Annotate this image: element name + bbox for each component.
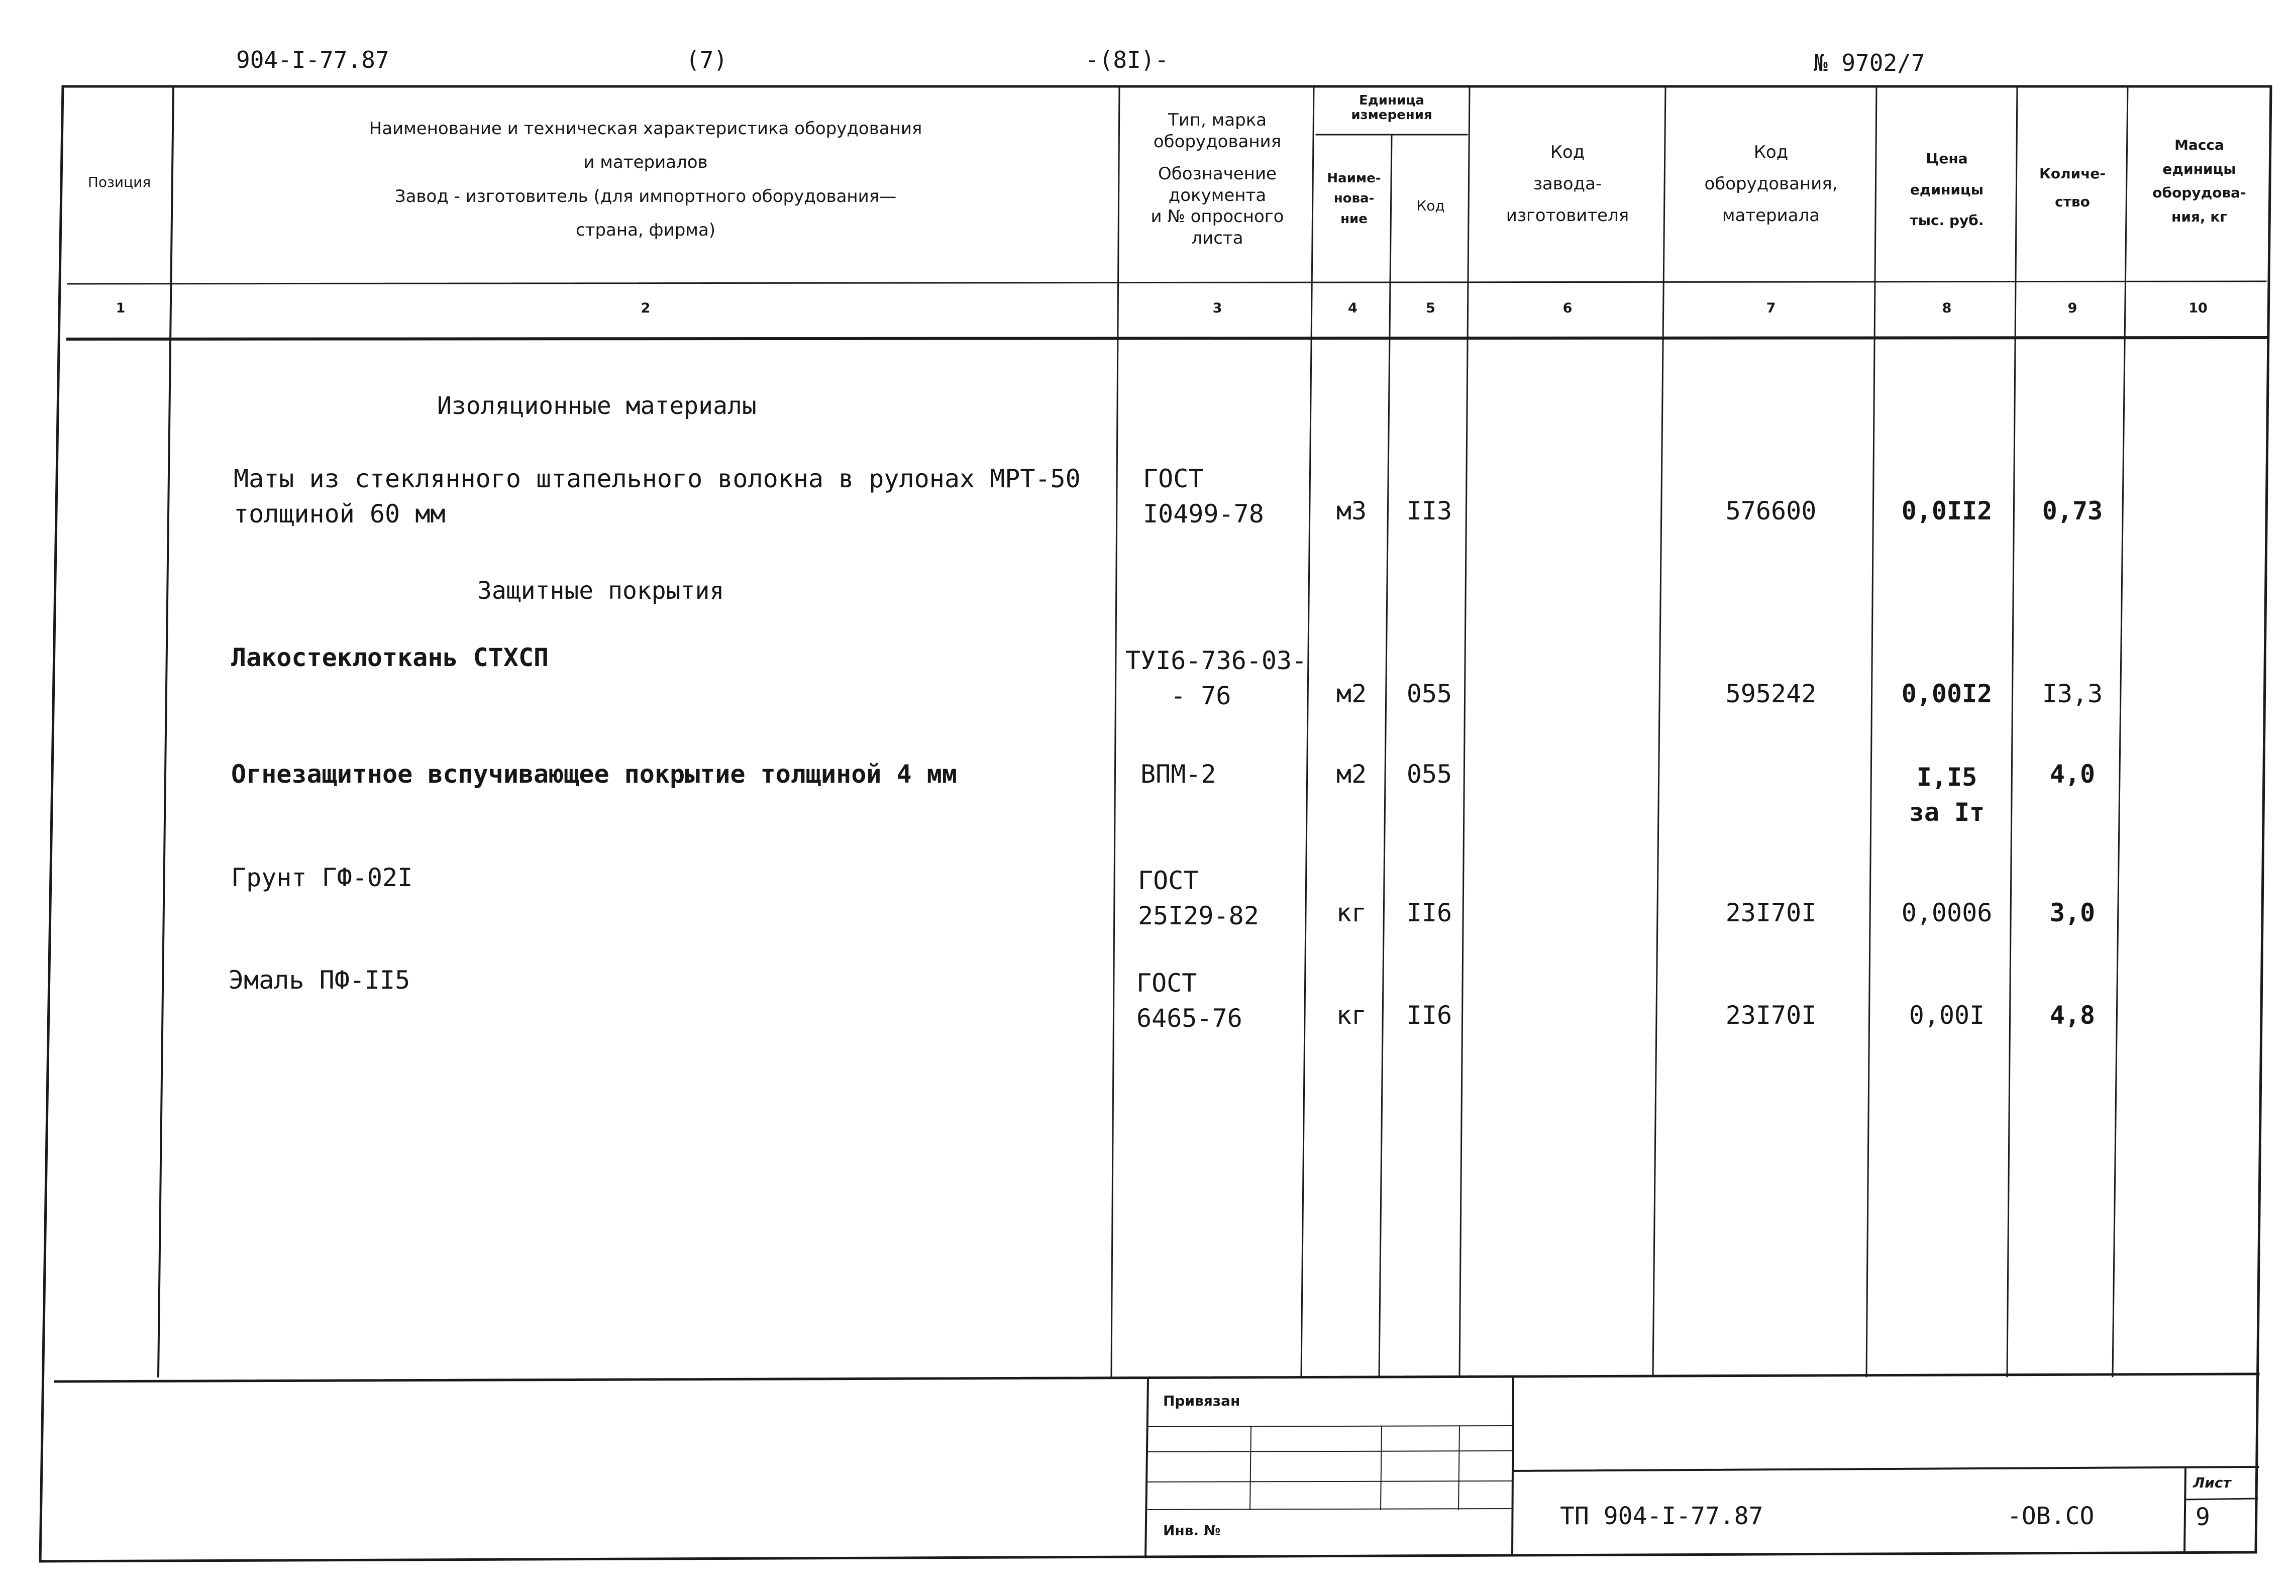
inventory-number-label: Инв. № [1163,1522,1221,1539]
row-2-material-code: 595242 [1725,679,1817,708]
row-4-price: 0,0006 [1901,898,1993,927]
row-4-quantity: 3,0 [2049,898,2096,927]
row-1-name: Маты из стеклянного штапельного волокна в рулонах МРТ-50 толщиной 60 мм [234,464,1081,528]
page-number: -(8I)- [1085,46,1169,73]
row-2-price: 0,00I2 [1901,679,1993,708]
row-4-type: ГОСТ 25I29-82 [1138,866,1259,930]
header-factory-code: Код завода- изготовителя [1506,142,1629,226]
col-number: 9 [2067,300,2077,316]
row-5-quantity: 4,8 [2049,1001,2096,1030]
row-5-price: 0,00I [1909,1001,1985,1030]
header-position: Позиция [87,174,151,190]
col-number: 7 [1766,300,1776,316]
row-4-unit-code: II6 [1406,898,1452,927]
row-5-material-code: 23I70I [1725,1001,1817,1030]
header-price: Цена единицы тыс. руб. [1910,150,1984,229]
col-number: 8 [1942,300,1952,316]
doc-part: (7) [686,46,728,73]
col-number: 10 [2188,300,2208,316]
sheet-number: 9 [2196,1503,2210,1531]
row-2-quantity: I3,3 [2042,679,2103,708]
header-name: Наименование и техническая характеристика оборудования и материалов Завод - изготовитель (для импортного оборудования— страна, фирма) [369,119,922,240]
row-5-unit: кг [1336,1001,1367,1030]
doc-number: № 9702/7 [1814,49,1925,76]
header-unit-name: Наиме- нова- ние [1327,171,1381,227]
row-3-price: I,I5 за Iт [1909,763,1985,827]
attached-label: Привязан [1163,1393,1240,1409]
row-2-type: ТУI6-736-03- - 76 [1125,646,1307,710]
row-1-quantity: 0,73 [2042,496,2103,525]
doc-code: 904-I-77.87 [236,46,389,73]
row-2-name: Лакостеклоткань СТХСП [231,643,549,672]
header-type: Тип, марка оборудования Обозначение документа и № опросного листа [1151,110,1284,248]
section-heading-insulation: Изоляционные материалы [437,392,757,420]
row-2-unit: м2 [1336,679,1367,708]
row-5-name: Эмаль ПФ-II5 [229,966,410,995]
row-1-type: ГОСТ I0499-78 [1143,464,1264,528]
col-number: 1 [116,300,126,316]
row-1-material-code: 576600 [1725,496,1817,525]
sheet-label: Лист [2193,1474,2231,1491]
row-1-unit: м3 [1336,496,1367,525]
col-number: 4 [1348,300,1358,316]
row-5-type: ГОСТ 6465-76 [1136,969,1242,1033]
row-5-unit-code: II6 [1406,1001,1452,1030]
col-number: 5 [1426,300,1435,316]
row-3-unit-code: 055 [1406,760,1452,789]
col-number: 6 [1562,300,1573,316]
header-unit-code: Код [1416,197,1445,214]
header-unit: Единица измерения [1351,93,1432,123]
row-3-unit: м2 [1336,760,1367,789]
row-3-name: Огнезащитное вспучивающее покрытие толщиной 4 мм [231,760,957,789]
row-4-name: Грунт ГФ-02I [231,863,413,892]
document-designation: ТП 904-I-77.87 [1560,1502,1763,1530]
row-3-quantity: 4,0 [2049,760,2096,789]
header-quantity: Количе- ство [2039,165,2106,210]
row-1-unit-code: II3 [1406,496,1452,525]
header-material-code: Код оборудования, материала [1704,142,1838,226]
row-2-unit-code: 055 [1406,679,1452,708]
col-number: 3 [1212,300,1222,316]
document-suffix: -ОВ.СО [2007,1502,2095,1530]
header-mass: Масса единицы оборудова- ния, кг [2152,137,2246,225]
col-number: 2 [641,300,651,316]
row-1-price: 0,0II2 [1901,496,1993,525]
row-4-material-code: 23I70I [1725,898,1817,927]
row-3-type: ВПМ-2 [1140,760,1216,789]
section-heading-protective: Защитные покрытия [477,577,724,605]
row-4-unit: кг [1336,898,1367,927]
